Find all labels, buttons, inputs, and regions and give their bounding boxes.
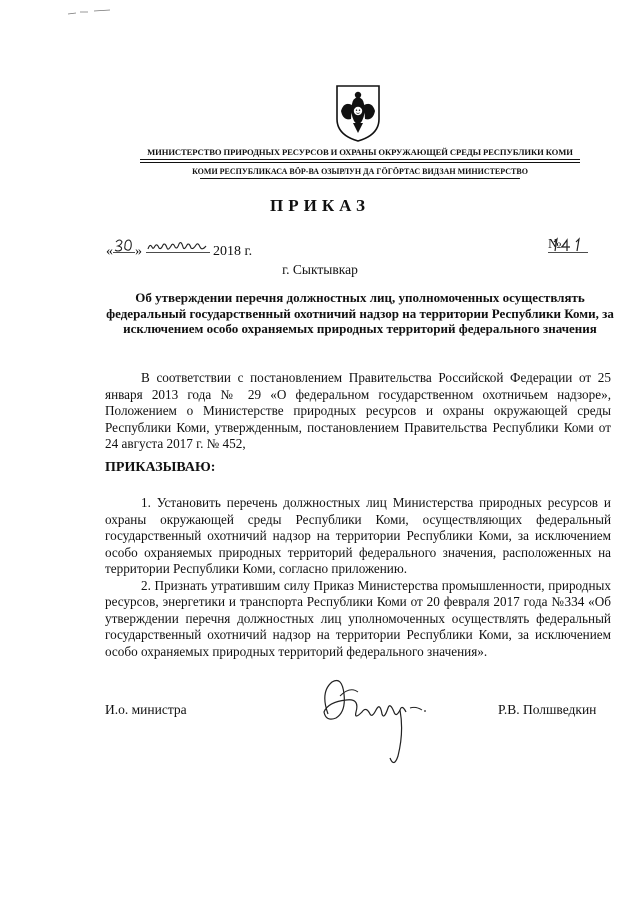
komi-coat-of-arms-icon xyxy=(334,83,382,143)
signatory-name: Р.В. Полшведкин xyxy=(498,702,597,717)
number-prefix: № xyxy=(548,237,562,252)
header-rule xyxy=(200,178,520,179)
order-items xyxy=(105,495,611,660)
ministry-name-russian: МИНИСТЕРСТВО ПРИРОДНЫХ РЕСУРСОВ И ОХРАНЫ ОКРУЖАЮЩЕЙ СРЕДЫ РЕСПУБЛИКИ КОМИ xyxy=(147,147,573,157)
preamble-paragraph xyxy=(105,370,611,453)
document-title: Об утверждении перечня должностных лиц, уполномоченных осуществлять федеральный государственный охотничий надзор на территории Республики Коми, за исключением особо охраняемых природных территорий федерального значения xyxy=(106,290,614,336)
order-word: ПРИКАЗЫВАЮ: xyxy=(105,460,216,475)
document-number xyxy=(548,237,565,255)
document-date xyxy=(106,237,253,259)
ministry-name-komi: КОМИ РЕСПУБЛИКАСА ВӦР-ВА ОЗЫРЛУН ДА ГӦГӦРТАС ВИДЗАН МИНИСТЕРСТВО xyxy=(192,167,528,176)
number-ink xyxy=(548,237,588,255)
order-item-2: 2. Признать утратившим силу Приказ Министерства промышленности, природных ресурсов, энергетики и транспорта Республики Коми от 20 февраля 2017 года №334 «Об утверждении перечня должностных лиц уполномоченных осуществлять федеральный государственный охотничий надзор на территории Республики Коми, за исключением особо охраняемых природных территорий федерального значения». xyxy=(105,577,611,659)
document-type: ПРИКАЗ xyxy=(270,196,370,215)
document-city: г. Сыктывкар xyxy=(282,262,358,277)
handwritten-signature xyxy=(316,672,432,778)
date-day-ink xyxy=(113,237,135,255)
date-year: 2018 г. xyxy=(213,244,253,259)
signatory-role: И.о. министра xyxy=(105,702,187,717)
preamble-text: В соответствии с постановлением Правительства Российской Федерации от 25 января 2013 года № 29 «О федеральном государственном охотничьем надзоре», Положением о Министерстве природных ресурсов и охраны окружающей среды Республики Коми, утвержденным, постановлением Правительства Республики Коми от 24 августа 2017 г. № 452, xyxy=(105,370,611,451)
date-open-quote: « xyxy=(106,244,113,259)
date-day-handwritten xyxy=(113,237,135,255)
scan-artifact xyxy=(66,8,112,18)
header-double-rule xyxy=(140,159,580,163)
date-close-quote: » xyxy=(135,244,142,259)
date-month-ink xyxy=(146,237,210,255)
order-item-1: 1. Установить перечень должностных лиц Министерства природных ресурсов и охраны окружающей среды Республики Коми, осуществляющих федеральный государственный охотничий надзор на территории Республики Коми, за исключением особо охраняемых природных территорий федерального значения, расположенных на территории Республики Коми, согласно приложению. xyxy=(105,495,611,576)
date-month-handwritten xyxy=(146,237,210,255)
